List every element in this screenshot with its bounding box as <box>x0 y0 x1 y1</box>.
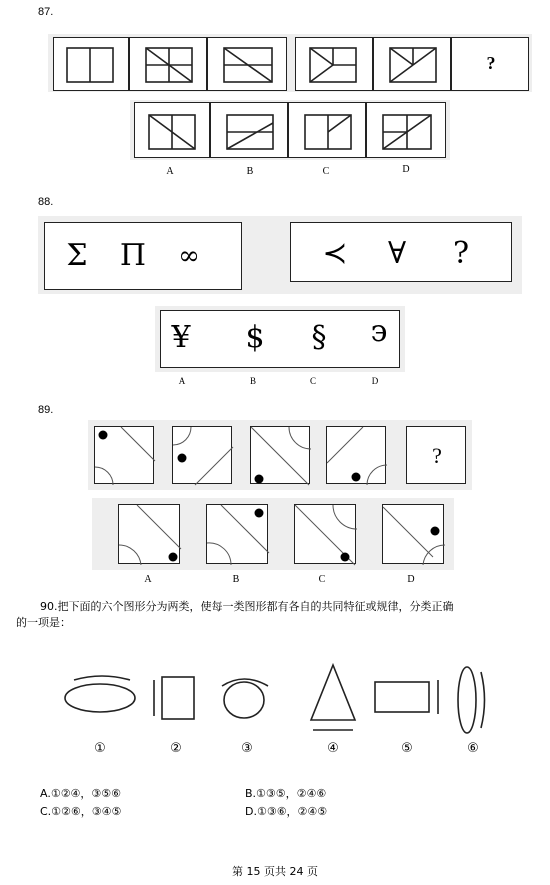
q88-option-d-label: D <box>371 376 379 386</box>
question-90-stem-line-2: 的一项是： <box>16 616 71 629</box>
q87-figure-4 <box>295 37 373 91</box>
question-87-number: 87. <box>38 6 54 18</box>
yen-symbol: ¥ <box>171 320 191 355</box>
page-footer: 第 15 页共 24 页 <box>232 865 318 878</box>
q87-option-d-label: D <box>402 164 410 175</box>
q87-option-c-figure <box>288 102 366 158</box>
question-88-number: 88. <box>38 196 54 208</box>
q87-figure-1 <box>53 37 129 91</box>
q90-figure-4-triangle-with-line <box>311 665 355 730</box>
for-all-symbol: ∀ <box>387 236 407 271</box>
q89-option-c-figure <box>294 504 356 564</box>
q90-figure-3-circle-with-arc <box>222 679 268 718</box>
question-90-stem-line-1: 90.把下面的六个图形分为两类，使每一类图形都有各自的共同特征或规律，分类正确 <box>40 600 454 613</box>
q90-label-5: ⑤ <box>401 741 413 756</box>
q88-options-box <box>160 310 400 368</box>
q90-answer-b: B.①③⑤，②④⑥ <box>245 787 327 800</box>
q89-figure-1 <box>94 426 154 484</box>
q89-option-b-label: B <box>232 574 240 585</box>
q90-label-1: ① <box>94 741 106 756</box>
question-mark: ? <box>486 53 496 73</box>
q90-label-4: ④ <box>327 741 339 756</box>
q90-answer-d: D.①③⑥，②④⑤ <box>245 805 328 818</box>
precedes-symbol: ≺ <box>322 236 348 271</box>
q90-figure-5-rectangle-with-line <box>375 680 438 714</box>
section-symbol: § <box>311 320 327 355</box>
q90-label-6: ⑥ <box>467 741 479 756</box>
sigma-symbol: Σ <box>66 238 88 273</box>
infinity-symbol: ∞ <box>178 241 200 271</box>
q90-answer-a: A.①②④，③⑤⑥ <box>40 787 121 800</box>
dollar-symbol: $ <box>245 320 265 355</box>
q89-option-d-label: D <box>407 574 415 585</box>
q90-figure-1-ellipse-with-arc <box>65 676 135 712</box>
q87-option-d-figure <box>366 102 446 158</box>
q89-option-b-figure <box>206 504 268 564</box>
q87-option-a-label: A <box>166 166 174 177</box>
q89-question-box <box>406 426 466 484</box>
question-89-number: 89. <box>38 404 54 416</box>
q87-option-a-figure <box>134 102 210 158</box>
q89-option-a-figure <box>118 504 180 564</box>
question-mark: ? <box>452 236 470 271</box>
q87-figure-5 <box>373 37 451 91</box>
q90-answer-c: C.①②⑥，③④⑤ <box>40 805 122 818</box>
q88-option-c-label: C <box>309 376 316 386</box>
q90-figure-2-square-with-line <box>154 677 194 719</box>
q87-option-c-label: C <box>322 166 330 177</box>
q89-option-d-figure <box>382 504 444 564</box>
q89-option-a-label: A <box>144 574 152 585</box>
q88-option-a-label: A <box>178 376 186 386</box>
reversed-epsilon-symbol: ϶ <box>370 314 388 349</box>
q90-label-3: ③ <box>241 741 253 756</box>
q88-left-box <box>44 222 242 290</box>
pi-symbol: Π <box>119 238 147 273</box>
q87-question-box <box>451 37 529 91</box>
q87-figure-3 <box>207 37 287 91</box>
q90-label-2: ② <box>170 741 182 756</box>
q89-figure-3 <box>250 426 310 484</box>
question-mark: ? <box>432 443 442 468</box>
q89-figure-2 <box>172 426 232 484</box>
q90-figure-6-ellipse-with-arc <box>458 667 485 733</box>
q88-option-b-label: B <box>249 376 256 386</box>
q88-right-box <box>290 222 512 282</box>
q89-option-c-label: C <box>318 574 326 585</box>
q87-option-b-label: B <box>246 166 254 177</box>
q87-figure-2 <box>129 37 207 91</box>
q87-option-b-figure <box>210 102 288 158</box>
q89-figure-4 <box>326 426 386 484</box>
